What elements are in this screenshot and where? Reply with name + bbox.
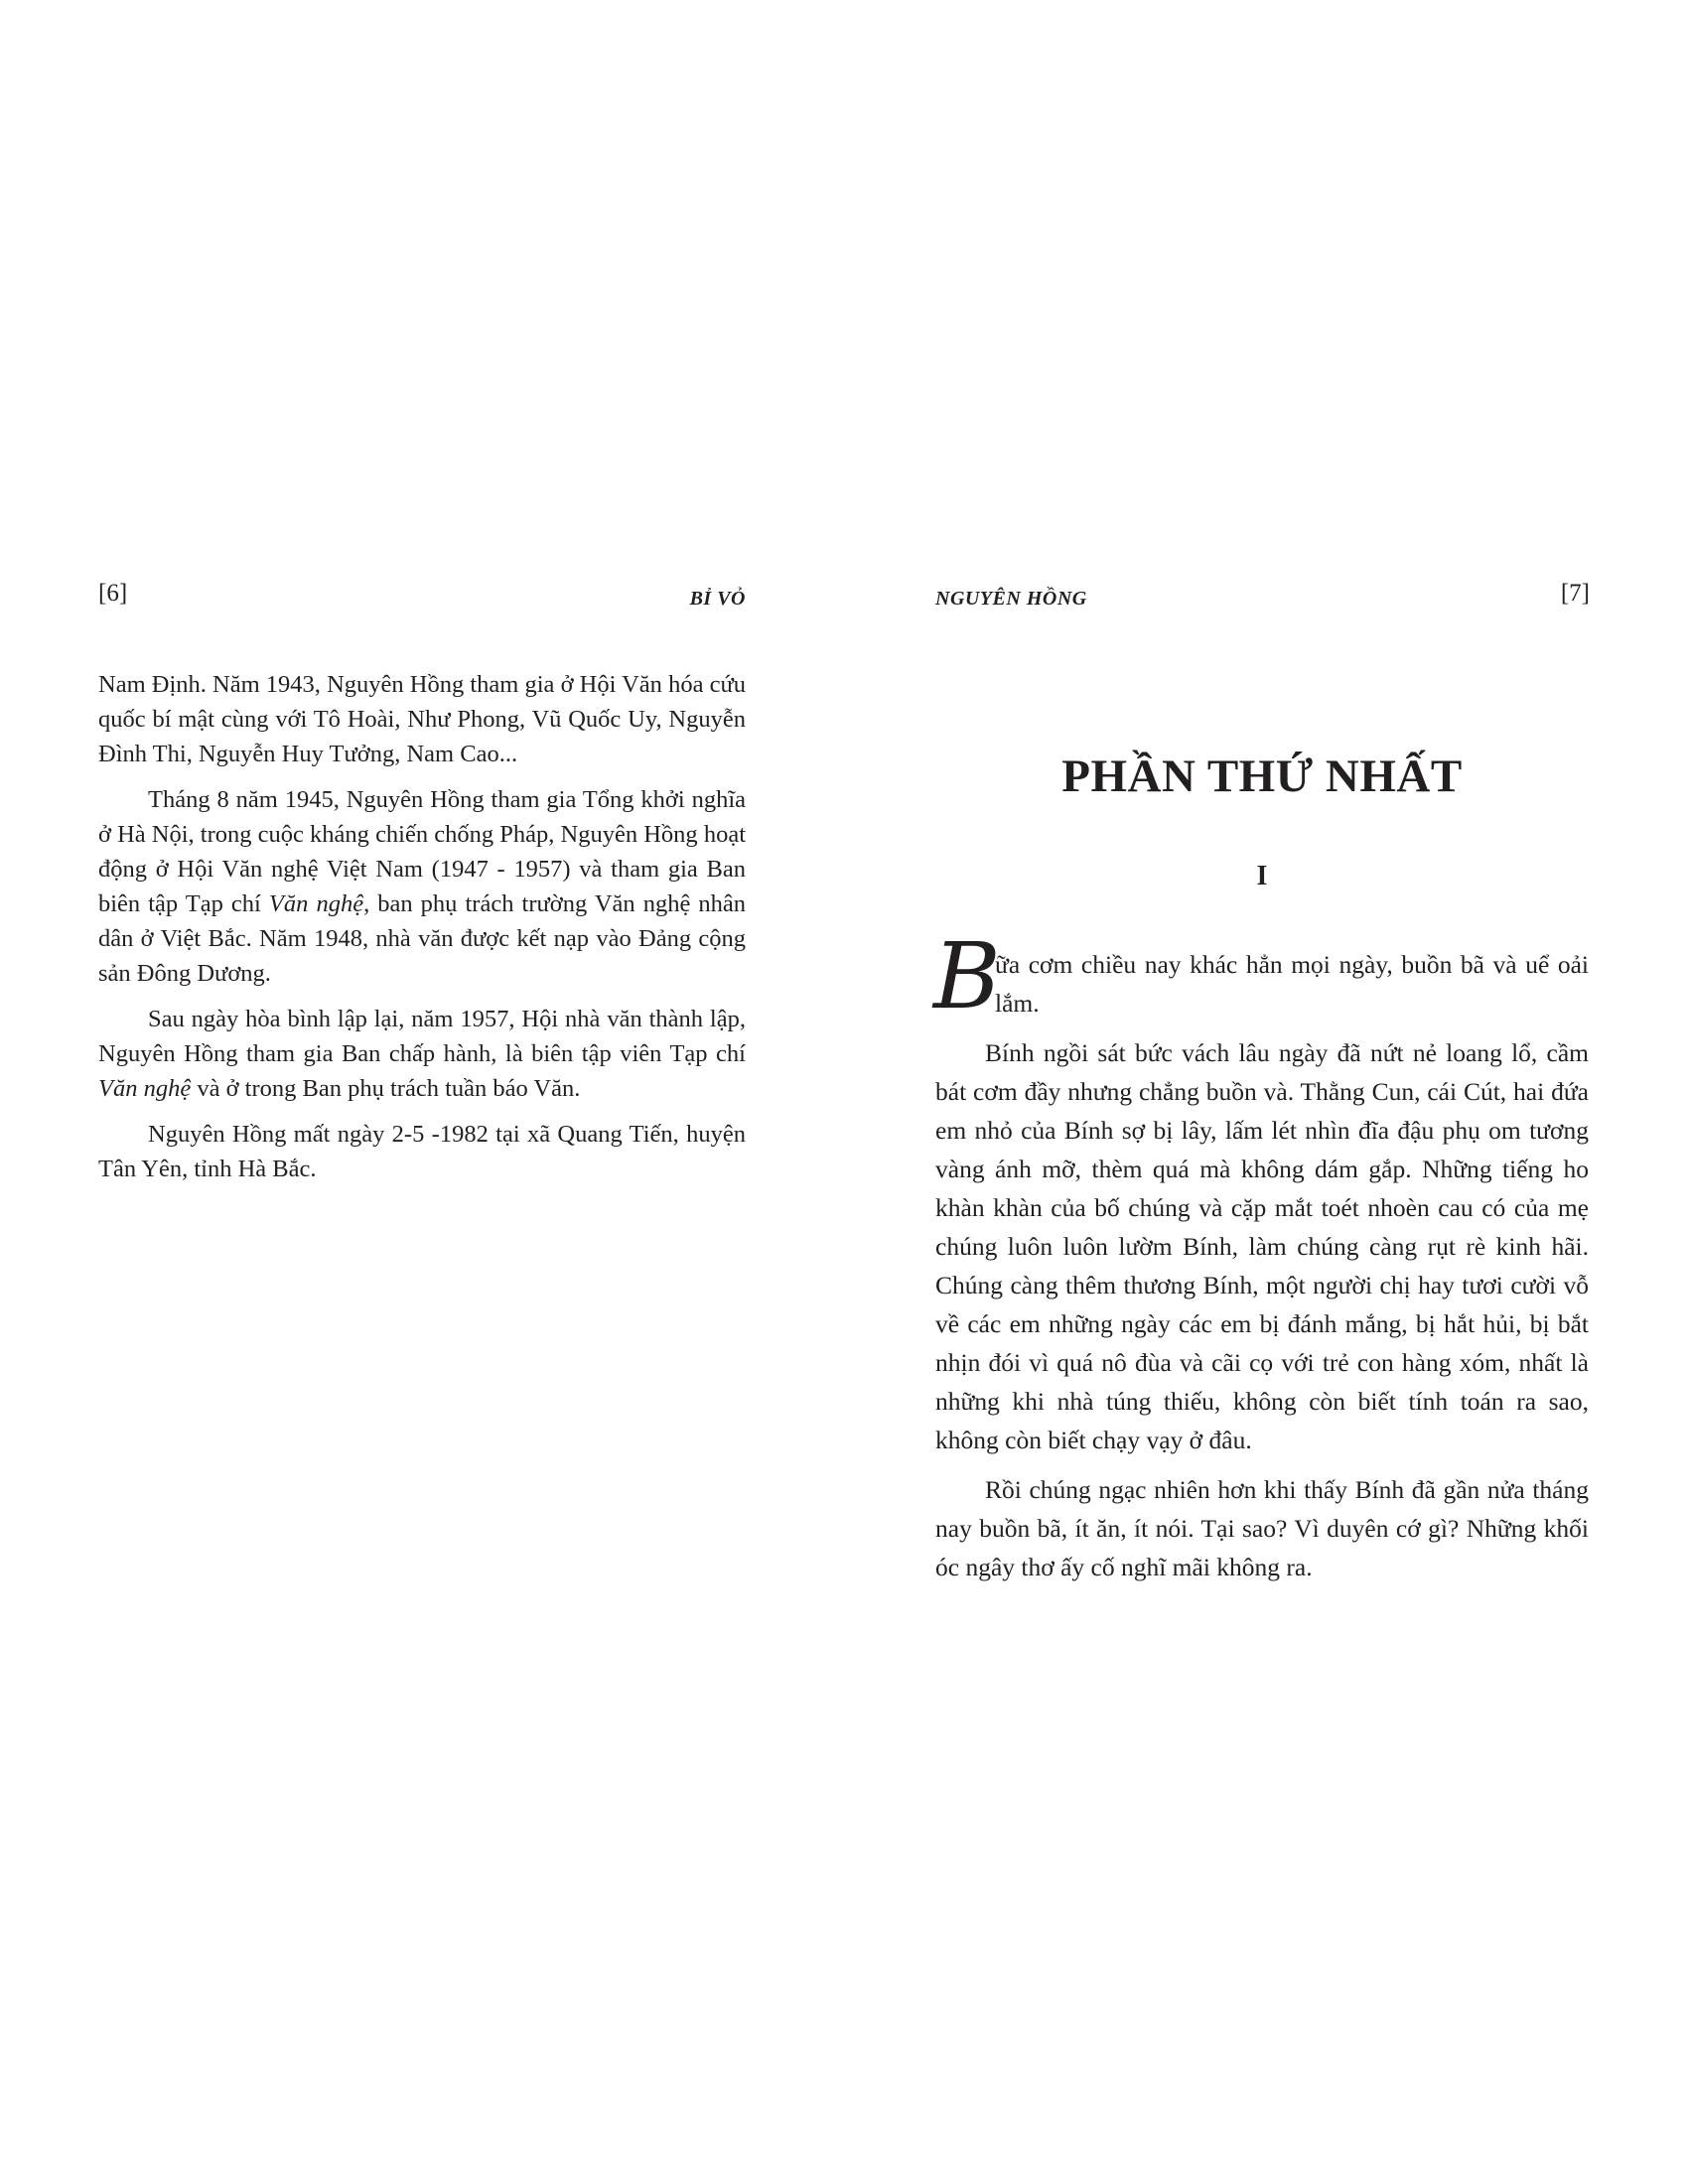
opening-paragraph bbox=[933, 923, 1589, 1029]
paragraph-text: , ban phụ trách trường Văn nghệ nhân dân ở Việt Bắc. Năm 1948, nhà văn được kết nạp vào Đảng cộng sản Đông Dương. bbox=[98, 890, 746, 987]
paragraph: Nguyên Hồng mất ngày 2-5 -1982 tại xã Quang Tiến, huyện Tân Yên, tỉnh Hà Bắc. bbox=[98, 1121, 746, 1182]
chapter-number: I bbox=[1256, 861, 1268, 891]
running-head-book-title: BỈ VỎ bbox=[689, 588, 746, 610]
paragraph-text: và ở trong Ban phụ trách tuần báo Văn. bbox=[191, 1075, 581, 1102]
magazine-title: Văn nghệ bbox=[268, 890, 364, 917]
running-head-author: NGUYÊN HỒNG bbox=[935, 588, 1087, 610]
page-number: [7] bbox=[1560, 580, 1590, 607]
page-number: [6] bbox=[98, 580, 128, 607]
magazine-title: Văn nghệ bbox=[98, 1075, 192, 1102]
paragraph-text: Tháng 8 năm 1945, Nguyên Hồng tham gia Tổng khởi nghĩa ở Hà Nội, trong cuộc kháng chiến chống Pháp, Nguyên Hồng hoạt động ở Hội Văn nghệ Việt Nam (1947 - 1957) và tham gia Ban biên tập Tạp chí bbox=[98, 786, 746, 917]
paragraph-text: ữa cơm chiều nay khác hẳn mọi ngày, buồn bã và uể oải lắm. bbox=[995, 950, 1589, 1018]
drop-cap: B bbox=[933, 923, 1001, 1029]
paragraph-text: Sau ngày hòa bình lập lại, năm 1957, Hội nhà văn thành lập, Nguyên Hồng tham gia Ban chấp hành, là biên tập viên Tạp chí bbox=[98, 1006, 746, 1067]
paragraph: Bính ngồi sát bức vách lâu ngày đã nứt nẻ loang lổ, cầm bát cơm đầy nhưng chẳng buồn và. Thằng Cun, cái Cút, hai đứa em nhỏ của Bính sợ bị lây, lấm lét nhìn đĩa đậu phụ om tương vàng ánh mỡ, thèm quá mà không dám gắp. Những tiếng ho khàn khàn của bố chúng và cặp mắt toét nhoèn cau có của mẹ chúng luôn luôn lườm Bính, làm chúng càng rụt rè kinh hãi. Chúng càng thêm thương Bính, một người chị hay tươi cười vỗ về các em những ngày các em bị đánh mắng, bị hắt hủi, bị bắt nhịn đói vì quá nô đùa và cãi cọ với trẻ con hàng xóm, nhất là những khi nhà túng thiếu, không còn biết tính toán ra sao, không còn biết chạy vạy ở đâu. bbox=[935, 1038, 1589, 1454]
drop-cap-box bbox=[933, 923, 1001, 1029]
body-text bbox=[933, 923, 1589, 1597]
paragraph bbox=[98, 782, 746, 991]
part-title: PHẦN THỨ NHẤT bbox=[1061, 751, 1463, 802]
right-page bbox=[844, 0, 1688, 2184]
paragraph: Nam Định. Năm 1943, Nguyên Hồng tham gia ở Hội Văn hóa cứu quốc bí mật cùng với Tô Hoài, Như Phong, Vũ Quốc Uy, Nguyễn Đình Thi, Nguyễn Huy Tưởng, Nam Cao... bbox=[98, 671, 746, 767]
body-text bbox=[98, 667, 746, 1197]
paragraph bbox=[98, 1002, 746, 1106]
paragraph: Rồi chúng ngạc nhiên hơn khi thấy Bính đã gần nửa tháng nay buồn bã, ít ăn, ít nói. Tại sao? Vì duyên cớ gì? Những khối óc ngây thơ ấy cố nghĩ mãi không ra. bbox=[935, 1475, 1589, 1581]
